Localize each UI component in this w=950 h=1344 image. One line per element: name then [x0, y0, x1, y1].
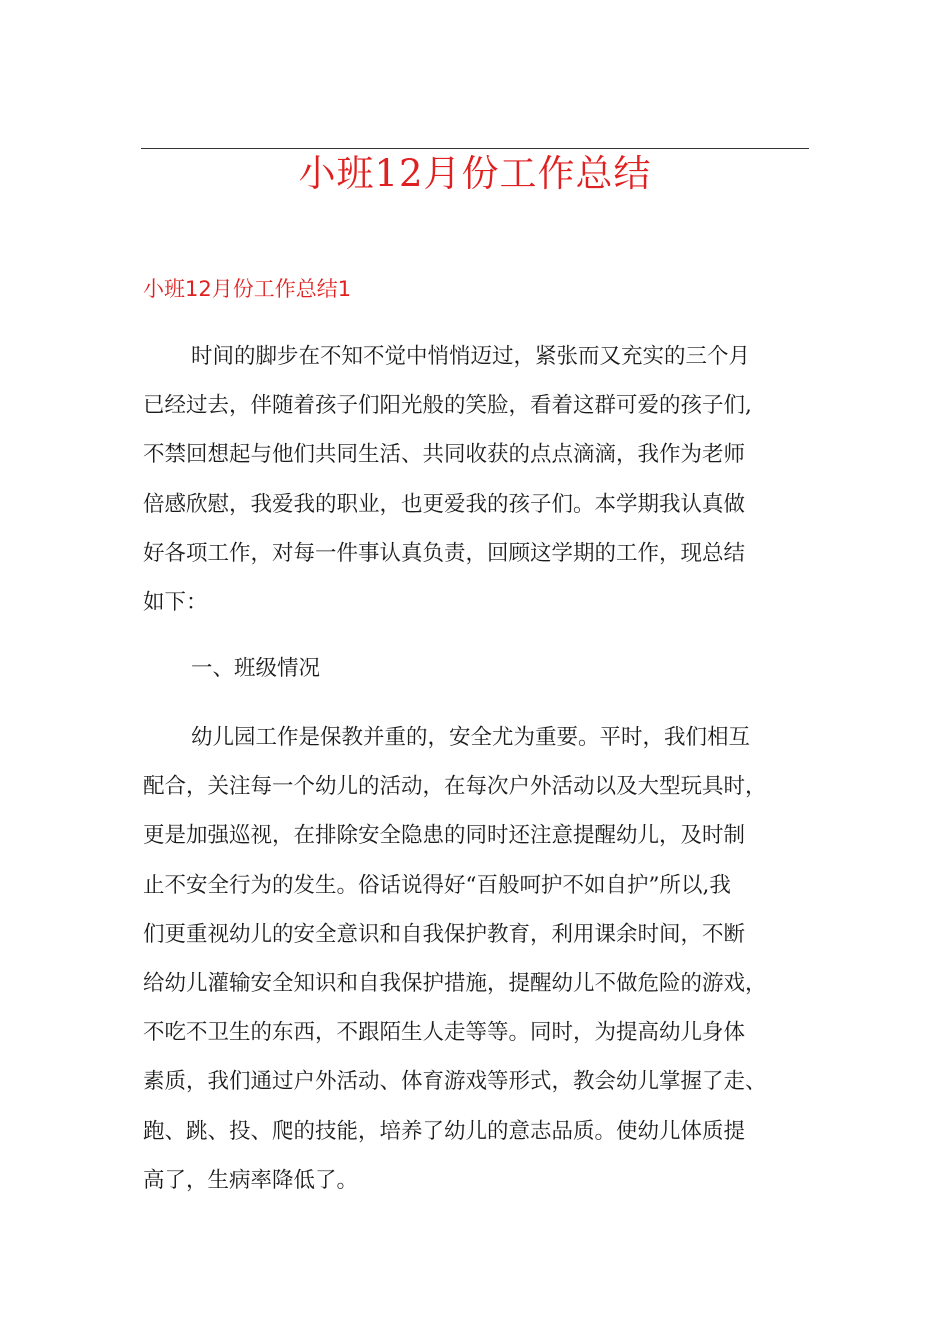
paragraph-line: 不吃不卫生的东西，不跟陌生人走等等。同时，为提高幼儿身体	[143, 1020, 746, 1046]
paragraph-line: 倍感欣慰，我爱我的职业，也更爱我的孩子们。本学期我认真做	[143, 491, 746, 517]
subheading-class-situation: 一、班级情况	[191, 656, 321, 681]
paragraph-line: 素质，我们通过户外活动、体育游戏等形式，教会幼儿掌握了走、	[143, 1069, 767, 1095]
intro-paragraph	[143, 332, 833, 627]
class-situation-paragraph	[143, 713, 833, 1205]
paragraph-line: 止不安全行为的发生。俗话说得好“百般呵护不如自护”所以,我	[143, 872, 731, 898]
section-heading: 小班12月份工作总结1	[143, 277, 352, 301]
paragraph-line: 时间的脚步在不知不觉中悄悄迈过，紧张而又充实的三个月	[191, 344, 751, 369]
document-title: 小班12月份工作总结	[298, 152, 652, 195]
paragraph-line: 配合，关注每一个幼儿的活动，在每次户外活动以及大型玩具时，	[143, 774, 767, 800]
paragraph-line: 跑、跳、投、爬的技能，培养了幼儿的意志品质。使幼儿体质提	[143, 1118, 746, 1144]
paragraph-line: 给幼儿灌输安全知识和自我保护措施，提醒幼儿不做危险的游戏，	[143, 971, 767, 997]
paragraph-line: 高了，生病率降低了。	[143, 1167, 359, 1193]
paragraph-line: 好各项工作，对每一件事认真负责，回顾这学期的工作，现总结	[143, 540, 746, 566]
paragraph-line: 更是加强巡视，在排除安全隐患的同时还注意提醒幼儿，及时制	[143, 823, 746, 849]
paragraph-line: 不禁回想起与他们共同生活、共同收获的点点滴滴，我作为老师	[143, 442, 746, 468]
paragraph-line: 们更重视幼儿的安全意识和自我保护教育，利用课余时间，不断	[143, 921, 746, 947]
paragraph-line: 已经过去，伴随着孩子们阳光般的笑脸，看着这群可爱的孩子们,	[143, 393, 752, 419]
paragraph-line: 如下：	[143, 590, 208, 616]
paragraph-line: 幼儿园工作是保教并重的，安全尤为重要。平时，我们相互	[191, 725, 751, 750]
